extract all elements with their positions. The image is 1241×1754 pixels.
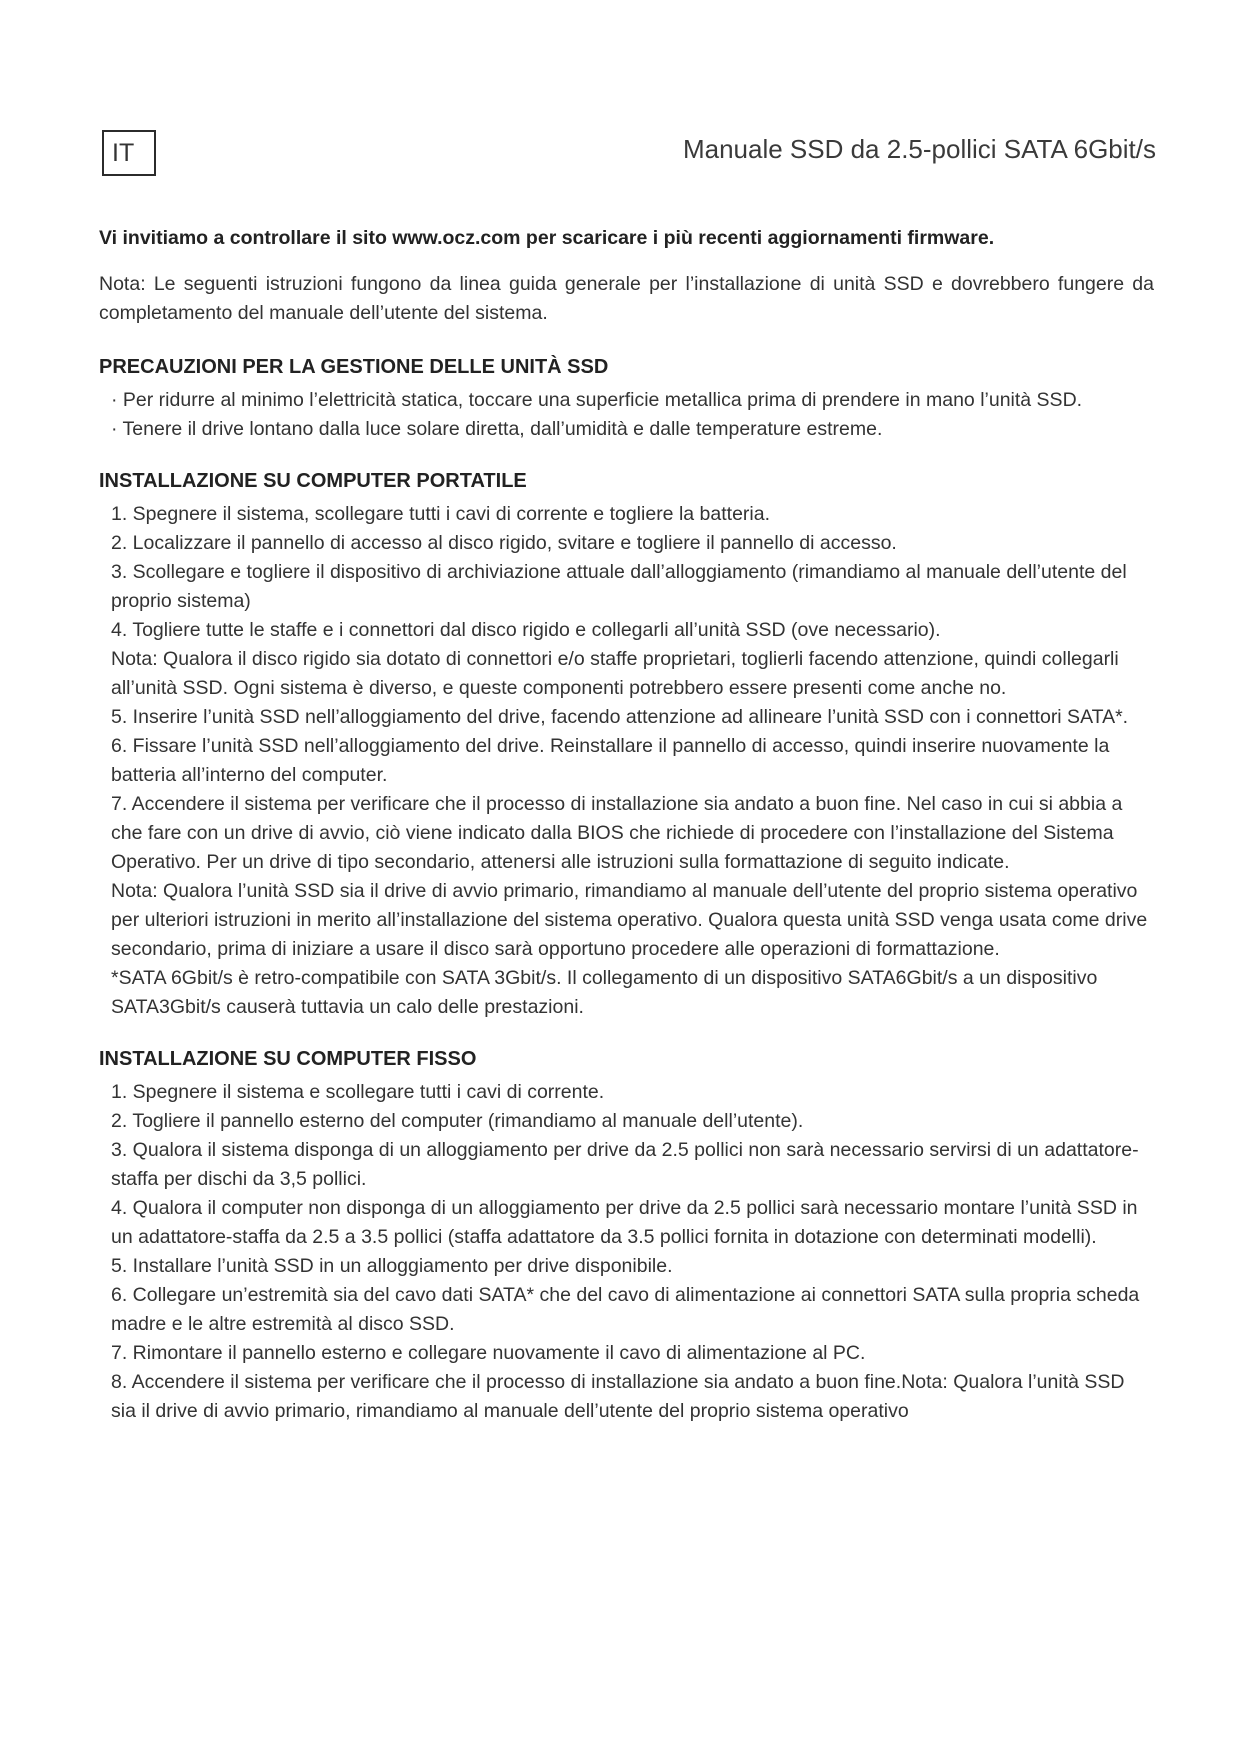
laptop-step: 6. Fissare l’unità SSD nell’alloggiamento del drive. Reinstallare il pannello di accesso, quindi inserire nuovamente la batteria all’interno del computer. bbox=[111, 735, 1110, 786]
laptop-step: 5. Inserire l’unità SSD nell’alloggiamento del drive, facendo attenzione ad allineare l’unità SSD con i connettori SATA*. bbox=[111, 706, 1129, 728]
document-title: Manuale SSD da 2.5-pollici SATA 6Gbit/s bbox=[682, 134, 1156, 164]
desktop-section bbox=[99, 1045, 1154, 1426]
laptop-step: 2. Localizzare il pannello di accesso al disco rigido, svitare e togliere il pannello di accesso. bbox=[111, 532, 897, 554]
firmware-notice: Vi invitiamo a controllare il sito www.ocz.com per scaricare i più recenti aggiornamenti firmware. bbox=[99, 227, 995, 249]
desktop-heading: INSTALLAZIONE SU COMPUTER FISSO bbox=[99, 1048, 477, 1070]
desktop-step: 1. Spegnere il sistema e scollegare tutti i cavi di corrente. bbox=[111, 1081, 605, 1103]
laptop-section bbox=[99, 467, 1154, 1022]
document-body bbox=[99, 224, 1154, 1449]
laptop-step: 4. Togliere tutte le staffe e i connettori dal disco rigido e collegarli all’unità SSD (ove necessario). bbox=[111, 619, 941, 641]
desktop-step: 2. Togliere il pannello esterno del computer (rimandiamo al manuale dell’utente). bbox=[111, 1110, 804, 1132]
desktop-step: 8. Accendere il sistema per verificare che il processo di installazione sia andato a buon fine.Nota: Qualora l’unità SSD sia il drive di avvio primario, rimandiamo al manuale dell’utente del proprio sistema operativo bbox=[111, 1371, 1125, 1422]
general-note: Nota: Le seguenti istruzioni fungono da linea guida generale per l’installazione di unità SSD e dovrebbero fungere da completamento del manuale dell’utente del sistema. bbox=[99, 273, 1154, 324]
laptop-step: 1. Spegnere il sistema, scollegare tutti i cavi di corrente e togliere la batteria. bbox=[111, 503, 771, 525]
laptop-step-note: Nota: Qualora il disco rigido sia dotato di connettori e/o staffe proprietari, toglierli facendo attenzione, quindi collegarli all’unità SSD. Ogni sistema è diverso, e queste componenti potrebbero essere presenti come anche no. bbox=[111, 648, 1119, 699]
precaution-item: · Tenere il drive lontano dalla luce solare diretta, dall’umidità e dalle temperature estreme. bbox=[111, 418, 883, 440]
desktop-step: 5. Installare l’unità SSD in un alloggiamento per drive disponibile. bbox=[111, 1255, 673, 1277]
desktop-step: 4. Qualora il computer non disponga di un alloggiamento per drive da 2.5 pollici sarà necessario montare l’unità SSD in un adattatore-staffa da 2.5 a 3.5 pollici (staffa adattatore da 3.5 pollici fornita in dotazione con determinati modelli). bbox=[111, 1197, 1138, 1248]
sata-footnote: *SATA 6Gbit/s è retro-compatibile con SATA 3Gbit/s. Il collegamento di un dispositivo SATA6Gbit/s a un dispositivo SATA3Gbit/s causerà tuttavia un calo delle prestazioni. bbox=[111, 967, 1098, 1018]
laptop-step-note: Nota: Qualora l’unità SSD sia il drive di avvio primario, rimandiamo al manuale dell’utente del proprio sistema operativo per ulteriori istruzioni in merito all’installazione del sistema operativo. Qualora questa unità SSD venga usata come drive secondario, prima di iniziare a usare il disco sarà opportuno procedere alle operazioni di formattazione. bbox=[111, 880, 1148, 960]
laptop-step: 3. Scollegare e togliere il dispositivo di archiviazione attuale dall’alloggiamento (rimandiamo al manuale dell’utente del proprio sistema) bbox=[111, 561, 1127, 612]
desktop-step: 7. Rimontare il pannello esterno e collegare nuovamente il cavo di alimentazione al PC. bbox=[111, 1342, 866, 1364]
desktop-step: 6. Collegare un’estremità sia del cavo dati SATA* che del cavo di alimentazione ai connettori SATA sulla propria scheda madre e le altre estremità al disco SSD. bbox=[111, 1284, 1140, 1335]
language-badge: IT bbox=[102, 130, 156, 176]
precautions-heading: PRECAUZIONI PER LA GESTIONE DELLE UNITÀ SSD bbox=[99, 356, 609, 378]
laptop-heading: INSTALLAZIONE SU COMPUTER PORTATILE bbox=[99, 470, 527, 492]
laptop-step: 7. Accendere il sistema per verificare che il processo di installazione sia andato a buon fine. Nel caso in cui si abbia a che fare con un drive di avvio, ciò viene indicato dalla BIOS che richiede di procedere con l’installazione del Sistema Operativo. Per un drive di tipo secondario, attenersi alle istruzioni sulla formattazione di seguito indicate. bbox=[111, 793, 1123, 873]
desktop-step: 3. Qualora il sistema disponga di un alloggiamento per drive da 2.5 pollici non sarà necessario servirsi di un adattatore-staffa per dischi da 3,5 pollici. bbox=[111, 1139, 1139, 1190]
precautions-section bbox=[99, 353, 1154, 444]
precaution-item: · Per ridurre al minimo l’elettricità statica, toccare una superficie metallica prima di prendere in mano l’unità SSD. bbox=[111, 389, 1083, 411]
